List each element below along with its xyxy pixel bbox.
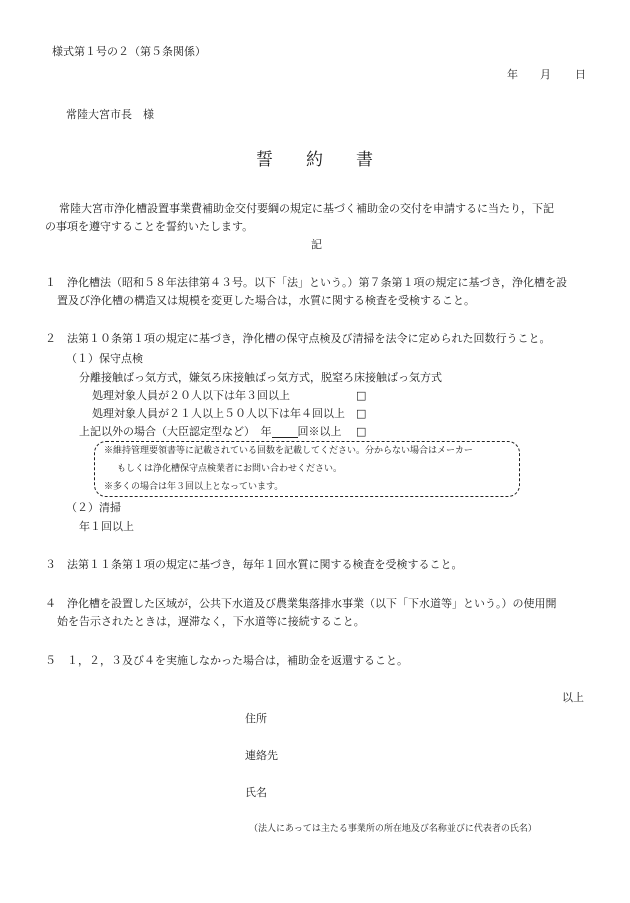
corporate-note: （法人にあっては主たる事業所の所在地及び名称並びに代表者の氏名）	[249, 824, 537, 834]
addressee: 常陸大宮市長 様	[66, 108, 154, 121]
date-month-label: 月	[540, 68, 551, 81]
item-2-row-3-suffix: 回※以上	[297, 425, 342, 438]
item-2-method-types: 分離接触ばっ気方式，嫌気ろ床接触ばっ気方式，脱窒ろ床接触ばっ気方式	[79, 371, 442, 384]
checkbox-row-2[interactable]: □	[356, 407, 367, 420]
item-2-number: ２	[45, 332, 56, 345]
item-2-row-2: 処理対象人員が２１人以上５０人以下は年４回以上	[92, 407, 345, 420]
note-line-3: ※多くの場合は年３回以上となっています。	[104, 482, 284, 492]
item-1-line-1: 浄化槽法（昭和５８年法律第４３号。以下「法」という。）第７条第１項の規定に基づき，浄化槽を設	[67, 276, 568, 289]
item-1-line-2: 置及び浄化槽の構造又は規模を変更した場合は，水質に関する検査を受検すること。	[57, 294, 475, 307]
item-4-number: ４	[45, 597, 56, 610]
title-char-3: 書	[356, 150, 373, 170]
checkbox-row-3[interactable]: □	[356, 425, 367, 438]
checkbox-row-1[interactable]: □	[356, 389, 367, 402]
name-label: 氏名	[245, 786, 267, 799]
item-4-line-1: 浄化槽を設置した区域が，公共下水道及び農業集落排水事業（以下「下水道等」という。）の使用開	[67, 597, 557, 610]
item-3-line-1: 法第１１条第１項の規定に基づき，毎年１回水質に関する検査を受検すること。	[67, 558, 463, 571]
item-1-number: １	[45, 276, 56, 289]
item-5-line-1: １，２，３及び４を実施しなかった場合は，補助金を返還すること。	[67, 654, 408, 667]
note-line-1: ※維持管理要領書等に記載されている回数を記載してください。分からない場合はメーカー	[104, 446, 473, 456]
item-2-sub2-text: 年１回以上	[79, 520, 134, 533]
ijou-label: 以上	[562, 691, 584, 704]
title-char-1: 誓	[256, 150, 273, 170]
intro-line-1: 常陸大宮市浄化槽設置事業費補助金交付要綱の規定に基づく補助金の交付を申請するに当たり，下記	[59, 202, 554, 215]
date-year-label: 年	[507, 68, 518, 81]
address-label: 住所	[245, 712, 267, 725]
form-number: 様式第１号の２（第５条関係）	[52, 45, 206, 58]
intro-line-2: の事項を遵守することを誓約いたします。	[45, 220, 254, 233]
contact-label: 連絡先	[245, 749, 278, 762]
item-2-row-3-prefix: 上記以外の場合（大臣認定型など） 年	[79, 425, 272, 438]
times-blank-field[interactable]	[272, 426, 298, 438]
title-char-2: 約	[306, 150, 323, 170]
item-4-line-2: 始を告示されたときは，遅滞なく，下水道等に接続すること。	[57, 615, 365, 628]
date-day-label: 日	[575, 68, 586, 81]
item-2-sub2-heading: （２）清掃	[66, 501, 121, 514]
item-2-sub1-heading: （１）保守点検	[66, 352, 143, 365]
item-2-line-1: 法第１０条第１項の規定に基づき，浄化槽の保守点検及び清掃を法令に定められた回数行うこと。	[67, 332, 551, 345]
item-3-number: ３	[45, 558, 56, 571]
ki-heading: 記	[311, 238, 322, 251]
item-2-row-1: 処理対象人員が２０人以下は年３回以上	[92, 389, 290, 402]
note-line-2: もしくは浄化槽保守点検業者にお問い合わせください。	[117, 464, 343, 474]
item-5-number: ５	[45, 654, 56, 667]
item-2-row-3	[79, 425, 342, 438]
